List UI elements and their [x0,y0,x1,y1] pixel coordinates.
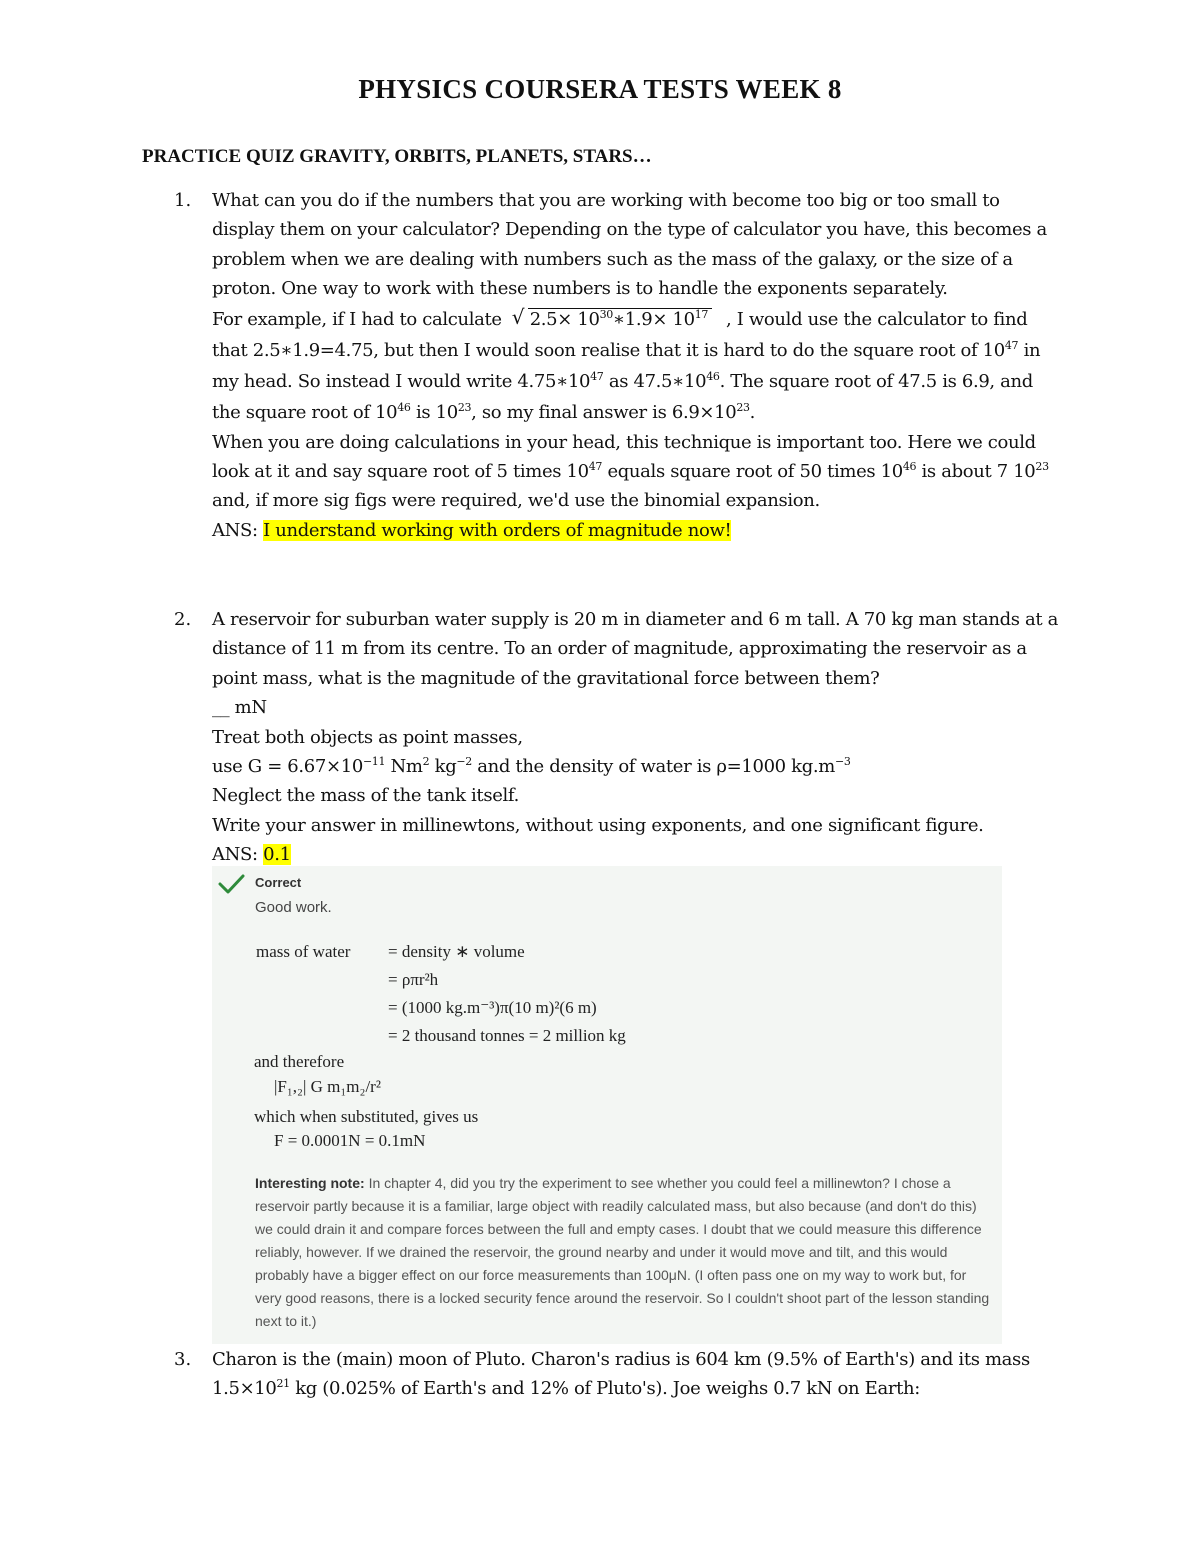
force-result: F = 0.0001N = 0.1mN [274,1131,426,1150]
equation-line-2: = ρπr²h [388,970,439,989]
question-2 [212,605,1062,870]
question-1-number: 1. [174,190,192,211]
q2-paragraph-1: A reservoir for suburban water supply is 20 m in diameter and 6 m tall. A 70 kg man stands at a distance of 11 m from its centre. To an order of magnitude, approximating the reservoir as a point mass, what is the magnitude of the gravitational force between them? [212,609,1059,689]
mass-of-water-label: mass of water [256,942,351,961]
q2-line-3: Neglect the mass of the tank itself. [212,785,519,807]
feedback-message: Good work. [255,899,332,916]
page-title: PHYSICS COURSERA TESTS WEEK 8 [358,74,842,104]
question-1 [212,186,1062,545]
question-2-number: 2. [174,609,192,630]
section-heading: PRACTICE QUIZ GRAVITY, ORBITS, PLANETS, STARS… [142,146,652,167]
q3-paragraph: Charon is the (main) moon of Pluto. Charon's radius is 604 km (9.5% of Earth's) and its mass $1.5\times 10^{21}$ kg (0.025% of Earth's and 12% of Pluto's). Joe weighs 0.7 kN on Earth: [212,1349,1030,1400]
force-formula: |F₁,₂| G m₁m₂/r² [274,1077,381,1096]
and-therefore: and therefore [254,1052,345,1071]
feedback-panel [212,866,1002,1344]
equation-line-4: = 2 thousand tonnes = 2 million kg [388,1026,626,1045]
interesting-note: Interesting note: In chapter 4, did you try the experiment to see whether you could feel a millinewton? I chose a reservoir partly because it is a familiar, large object with readily calculated mass, but also because (and don't do this) we could drain it and compare forces between the full and empty cases. I doubt that we could measure this difference reliably, however. If we drained the reservoir, the ground nearby and under it would move and tilt, and this would probably have a bigger effect on our force measurements than 100μN. (I often pass one on my way to work but, for very good reasons, there is a locked security fence around the reservoir. So I couldn't shoot part of the lesson standing next to it.) [255,1175,990,1329]
q1-answer: ANS: I understand working with orders of magnitude now! [212,519,732,541]
q2-line-2: use $G = 6.67\times 10^{-11}$ Nm$^2$ $kg^{-2}$ and the density of water is ρ=1000 $kg.m^{-3}$ [212,755,851,778]
question-3 [212,1345,1062,1404]
check-icon [216,872,246,896]
q2-answer: ANS: 0.1 [212,844,291,866]
q2-line-4: Write your answer in millinewtons, without using exponents, and one significant figure. [212,814,984,836]
equation-line-1: = density ∗ volume [388,942,525,961]
question-3-number: 3. [174,1349,192,1370]
q1-example-lead: For example, if I had to calculate [212,308,502,330]
equation-line-3: = (1000 kg.m⁻³)π(10 m)²(6 m) [388,998,597,1017]
q1-paragraph-3: When you are doing calculations in your head, this technique is important too. Here we could look at it and say square root of 5 times $10^{47}$ equals square root of 50 times $10^{46}$ is about 7 $10^{23}$ and, if more sig figs were required, we'd use the binomial expansion. [212,431,1049,512]
q2-line-1: Treat both objects as point masses, [212,726,523,748]
q1-example: For example, if I had to calculate √ $2.5\times 10^{30}∗1.9\times 10^{17}$ , I would use the calculator to find that 2.5∗1.9=4.75, but then I would soon realise that it is hard to do the square root of $10^{47}$ in my head. So instead I would write $4.75∗10^{47}$ as $47.5∗10^{46}$. The square root of 47.5 is 6.9, and the square root of $10^{46}$ is $10^{23}$, so my final answer is $6.9\times 10^{23}$. [212,304,1062,428]
square-root-expression: √ $2.5\times 10^{30}∗1.9\times 10^{17}$ [528,304,712,335]
radical-icon: √ [511,304,525,329]
q2-answer-highlight: 0.1 [263,844,291,866]
feedback-status: Correct [255,875,302,890]
q2-answer-blank: __ mN [212,697,267,719]
substituted-text: which when substituted, gives us [254,1107,479,1126]
q1-paragraph-1: What can you do if the numbers that you are working with become too big or too small to display them on your calculator? Depending on the type of calculator you have, this becomes a problem when we are dealing with numbers such as the mass of the galaxy, or the size of a proton. One way to work with these numbers is to handle the exponents separately. [212,190,1047,300]
q1-answer-highlight: I understand working with orders of magnitude now! [263,519,732,541]
